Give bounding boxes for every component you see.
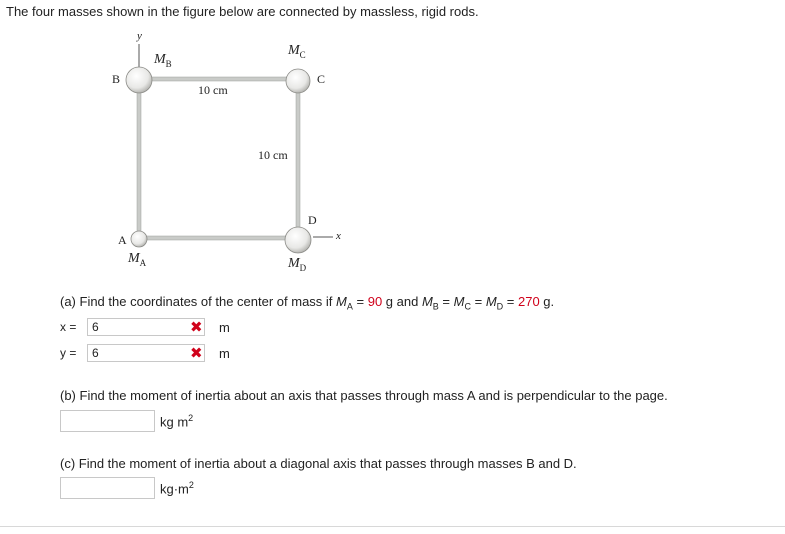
label-b: B [112, 72, 121, 86]
y-axis-label: y [137, 30, 142, 42]
label-d: D [308, 213, 317, 227]
x-label: x = [60, 320, 77, 334]
mass-d-label: $M_D$ [288, 256, 307, 273]
mass-d [285, 227, 311, 253]
dim-top-label: 10 cm [198, 83, 228, 97]
rod-right [296, 80, 300, 238]
x-incorrect-icon: ✖ [190, 319, 203, 336]
rod-top [134, 77, 304, 81]
moment-diagonal-input[interactable] [60, 477, 155, 499]
part-b-unit: kg $m^2$ [160, 413, 194, 430]
bottom-divider [0, 526, 785, 527]
x-axis-label: x [336, 230, 341, 242]
mass-b-label: $M_B$ [154, 52, 172, 69]
mass-diagram [108, 34, 348, 279]
y-label: y = [60, 346, 77, 360]
x-unit: m [219, 320, 230, 335]
mass-c [286, 69, 310, 93]
y-incorrect-icon: ✖ [190, 345, 203, 362]
dim-right-label: 10 cm [258, 148, 288, 162]
label-c: C [317, 72, 326, 86]
mass-figure [108, 30, 348, 279]
mass-b [126, 67, 152, 93]
x-answer-input[interactable] [87, 318, 205, 336]
mass-a [131, 231, 147, 247]
rod-left [137, 80, 141, 238]
mass-c-label: $M_C$ [288, 43, 306, 60]
part-c-unit: $kg\cdot m^2$ [160, 480, 194, 497]
intro-text: The four masses shown in the figure below are connected by massless, rigid rods. [6, 4, 479, 19]
y-answer-input[interactable] [87, 344, 205, 362]
part-b-question: (b) Find the moment of inertia about an axis that passes through mass A and is perpendicular to the page. [60, 388, 668, 403]
y-unit: m [219, 346, 230, 361]
moment-a-input[interactable] [60, 410, 155, 432]
rod-bottom [134, 236, 304, 240]
label-a: A [118, 233, 127, 247]
part-a-question: (a) Find the coordinates of the center of mass if $M_A = 90$ g and $M_B = M_C = M_D = 270$ g. [60, 294, 555, 312]
part-c-question: (c) Find the moment of inertia about a diagonal axis that passes through masses B and D. [60, 456, 577, 471]
mass-a-label: $M_A$ [128, 251, 147, 268]
